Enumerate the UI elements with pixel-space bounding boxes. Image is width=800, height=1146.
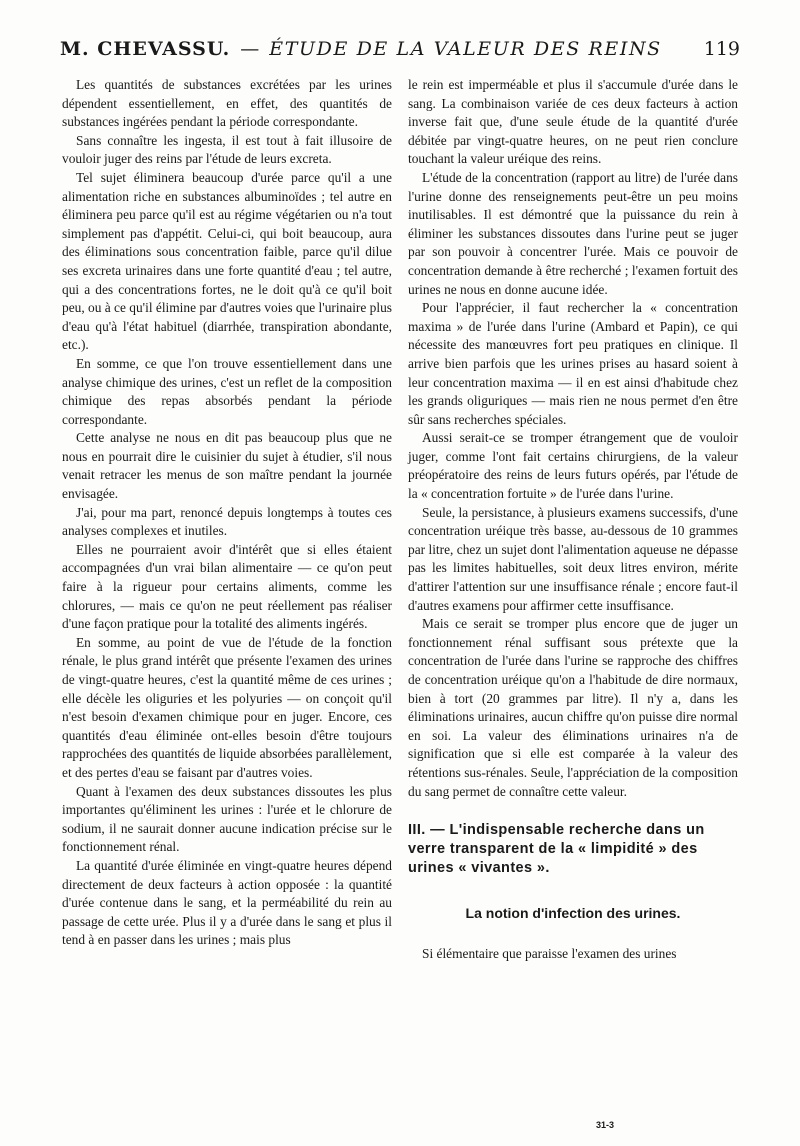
paragraph: Elles ne pourraient avoir d'intérêt que si elles étaient accompagnées d'un vrai bilan alimentaire — ce qu'on peut faire à la rigueur pour certains aliments, comme les chlorures, — mais ce qu'on ne peut réellement pas réaliser d'une façon pratique pour la totalité des aliments ingérés. — [62, 541, 392, 632]
paragraph: J'ai, pour ma part, renoncé depuis longtemps à toutes ces analyses complexes et inutiles. — [62, 504, 392, 539]
right-column — [408, 76, 738, 963]
paragraph: La quantité d'urée éliminée en vingt-quatre heures dépend directement de deux facteurs à action opposée : la quantité d'urée contenue dans le sang, et la perméabilité du rein au passage de cette urée. Plus il y a d'urée dans le sang et plus il tend à en passer dans les urines ; mais plus — [62, 857, 392, 948]
header-title: ÉTUDE DE LA VALEUR DES REINS — [269, 38, 662, 60]
paragraph: L'étude de la concentration (rapport au litre) de l'urée dans l'urine donne des renseignements peut-être un peu moins inutilisables. Il est démontré que la puissance du rein à éliminer les substances dissoutes dans l'urine peut se juger par son pouvoir à concentrer l'urée. Mais ce pouvoir de concentration demande à être recherché ; l'examen fortuit des urines ne nous en donne aucune idée. — [408, 169, 738, 297]
header-author: M. CHEVASSU. — [60, 38, 231, 60]
section-heading: III. — L'indispensable recherche dans un verre transparent de la « limpidité » des urines « vivantes ». — [408, 822, 705, 877]
paragraph: Aussi serait-ce se tromper étrangement que de vouloir juger, comme l'ont fait certains chirurgiens, de la valeur préopératoire des reins de leurs futurs opérés, par l'étude de la « concentration fortuite » de l'urée dans l'urine. — [408, 430, 738, 502]
left-column — [62, 76, 392, 950]
paragraph: Mais ce serait se tromper plus encore que de juger un fonctionnement rénal suffisant sous prétexte que la concentration de l'urée dans l'urine se rapproche des chiffres de concentration uréique qu'on a l'habitude de dire normaux, bien à tort (20 grammes par litre). Il n'y a, dans les éliminations urinaires, aucun chiffre qu'on puisse dire normal en soi. La valeur des éliminations urinaires n'a de signification que si elle est comparée à la valeur des rétentions sus-rénales. Seule, l'appréciation de la composition du sang permet de connaître cette valeur. — [408, 616, 738, 799]
paragraph: Tel sujet éliminera beaucoup d'urée parce qu'il a une alimentation riche en substances albuminoïdes ; tel autre en éliminera peu parce qu'il est au régime végétarien ou n'a tout simplement pas d'appétit. Celui-ci, qui boit beaucoup, aura des éliminations sous concentration faible, parce qu'il dilue ses excreta urinaires dans une forte quantité d'eau ; tel autre, qui a des concentrations fortes, ne le doit qu'à ce qu'il boit peu, ou à ce qu'il élimine par d'autres voies que l'urinaire plus d'eau qu'à l'état habituel (diarrhée, transpiration abondante, etc.). — [62, 169, 392, 353]
paragraph: Cette analyse ne nous en dit pas beaucoup plus que ne nous en pourrait dire le cuisinier du sujet à étudier, s'il nous venait retracer les menus de son maître pendant la journée envisagée. — [62, 430, 392, 502]
paragraph: En somme, ce que l'on trouve essentiellement dans une analyse chimique des urines, c'est un reflet de la composition chimique des repas absorbés pendant la période correspondante. — [62, 355, 392, 427]
paragraph: Les quantités de substances excrétées par les urines dépendent essentiellement, en effet, des quantités de substances ingérées pendant la période correspondante. — [62, 77, 392, 130]
signature-mark: 31-3 — [596, 1120, 615, 1130]
subheading: La notion d'infection des urines. — [465, 905, 681, 922]
paragraph: Sans connaître les ingesta, il est tout à fait illusoire de vouloir juger des reins par l'étude de leurs excreta. — [62, 132, 392, 167]
paragraph: Seule, la persistance, à plusieurs examens successifs, d'une concentration uréique très basse, au-dessous de 10 grammes par litre, chez un sujet dont l'alimentation aqueuse ne dépasse pas les limites habituelles, soit deux litres environ, mérite d'attirer l'attention sur une insuffisance rénale ; encore faut-il d'autres examens pour affirmer cette insuffisance. — [408, 504, 738, 613]
paragraph: le rein est imperméable et plus il s'accumule d'urée dans le sang. La combinaison variée de ces deux facteurs à action inverse fait que, d'une seule étude de la quantité d'urée débitée par vingt-quatre heures, on ne peut rien conclure touchant la valeur uréique des reins. — [408, 77, 738, 167]
paragraph: Pour l'apprécier, il faut rechercher la « concentration maxima » de l'urée dans l'urine (Ambard et Papin), ce qui nécessite des manœuvres fort peu pratiques en clinique. Il arrive bien parfois que les urines prises au hasard soient à leur concentration maxima — il en est ainsi d'habitude chez les grands oliguriques — mais rien ne nous permet d'en être sûr sans recherches spéciales. — [408, 300, 738, 427]
paragraph: Quant à l'examen des deux substances dissoutes les plus importantes qu'éliminent les urines : l'urée et le chlorure de sodium, il ne saurait donner aucune indication précise sur le fonctionnement rénal. — [62, 783, 392, 855]
page-number: 119 — [703, 38, 740, 60]
paragraph: En somme, au point de vue de l'étude de la fonction rénale, le plus grand intérêt que présente l'examen des urines de vingt-quatre heures, c'est la quantité même de ces urines ; elle décèle les oliguries et les polyuries — on conçoit qu'il n'est besoin d'examen chimique pour en juger. Encore, ces quantités d'eau éliminée ont-elles besoin d'être toujours rapprochées des quantités de liquide absorbées parallèlement, et des pertes d'eau se faisant par d'autres voies. — [62, 634, 392, 780]
running-header — [60, 38, 740, 70]
header-dash: — — [240, 38, 260, 60]
paragraph: Si élémentaire que paraisse l'examen des urines — [422, 945, 677, 961]
